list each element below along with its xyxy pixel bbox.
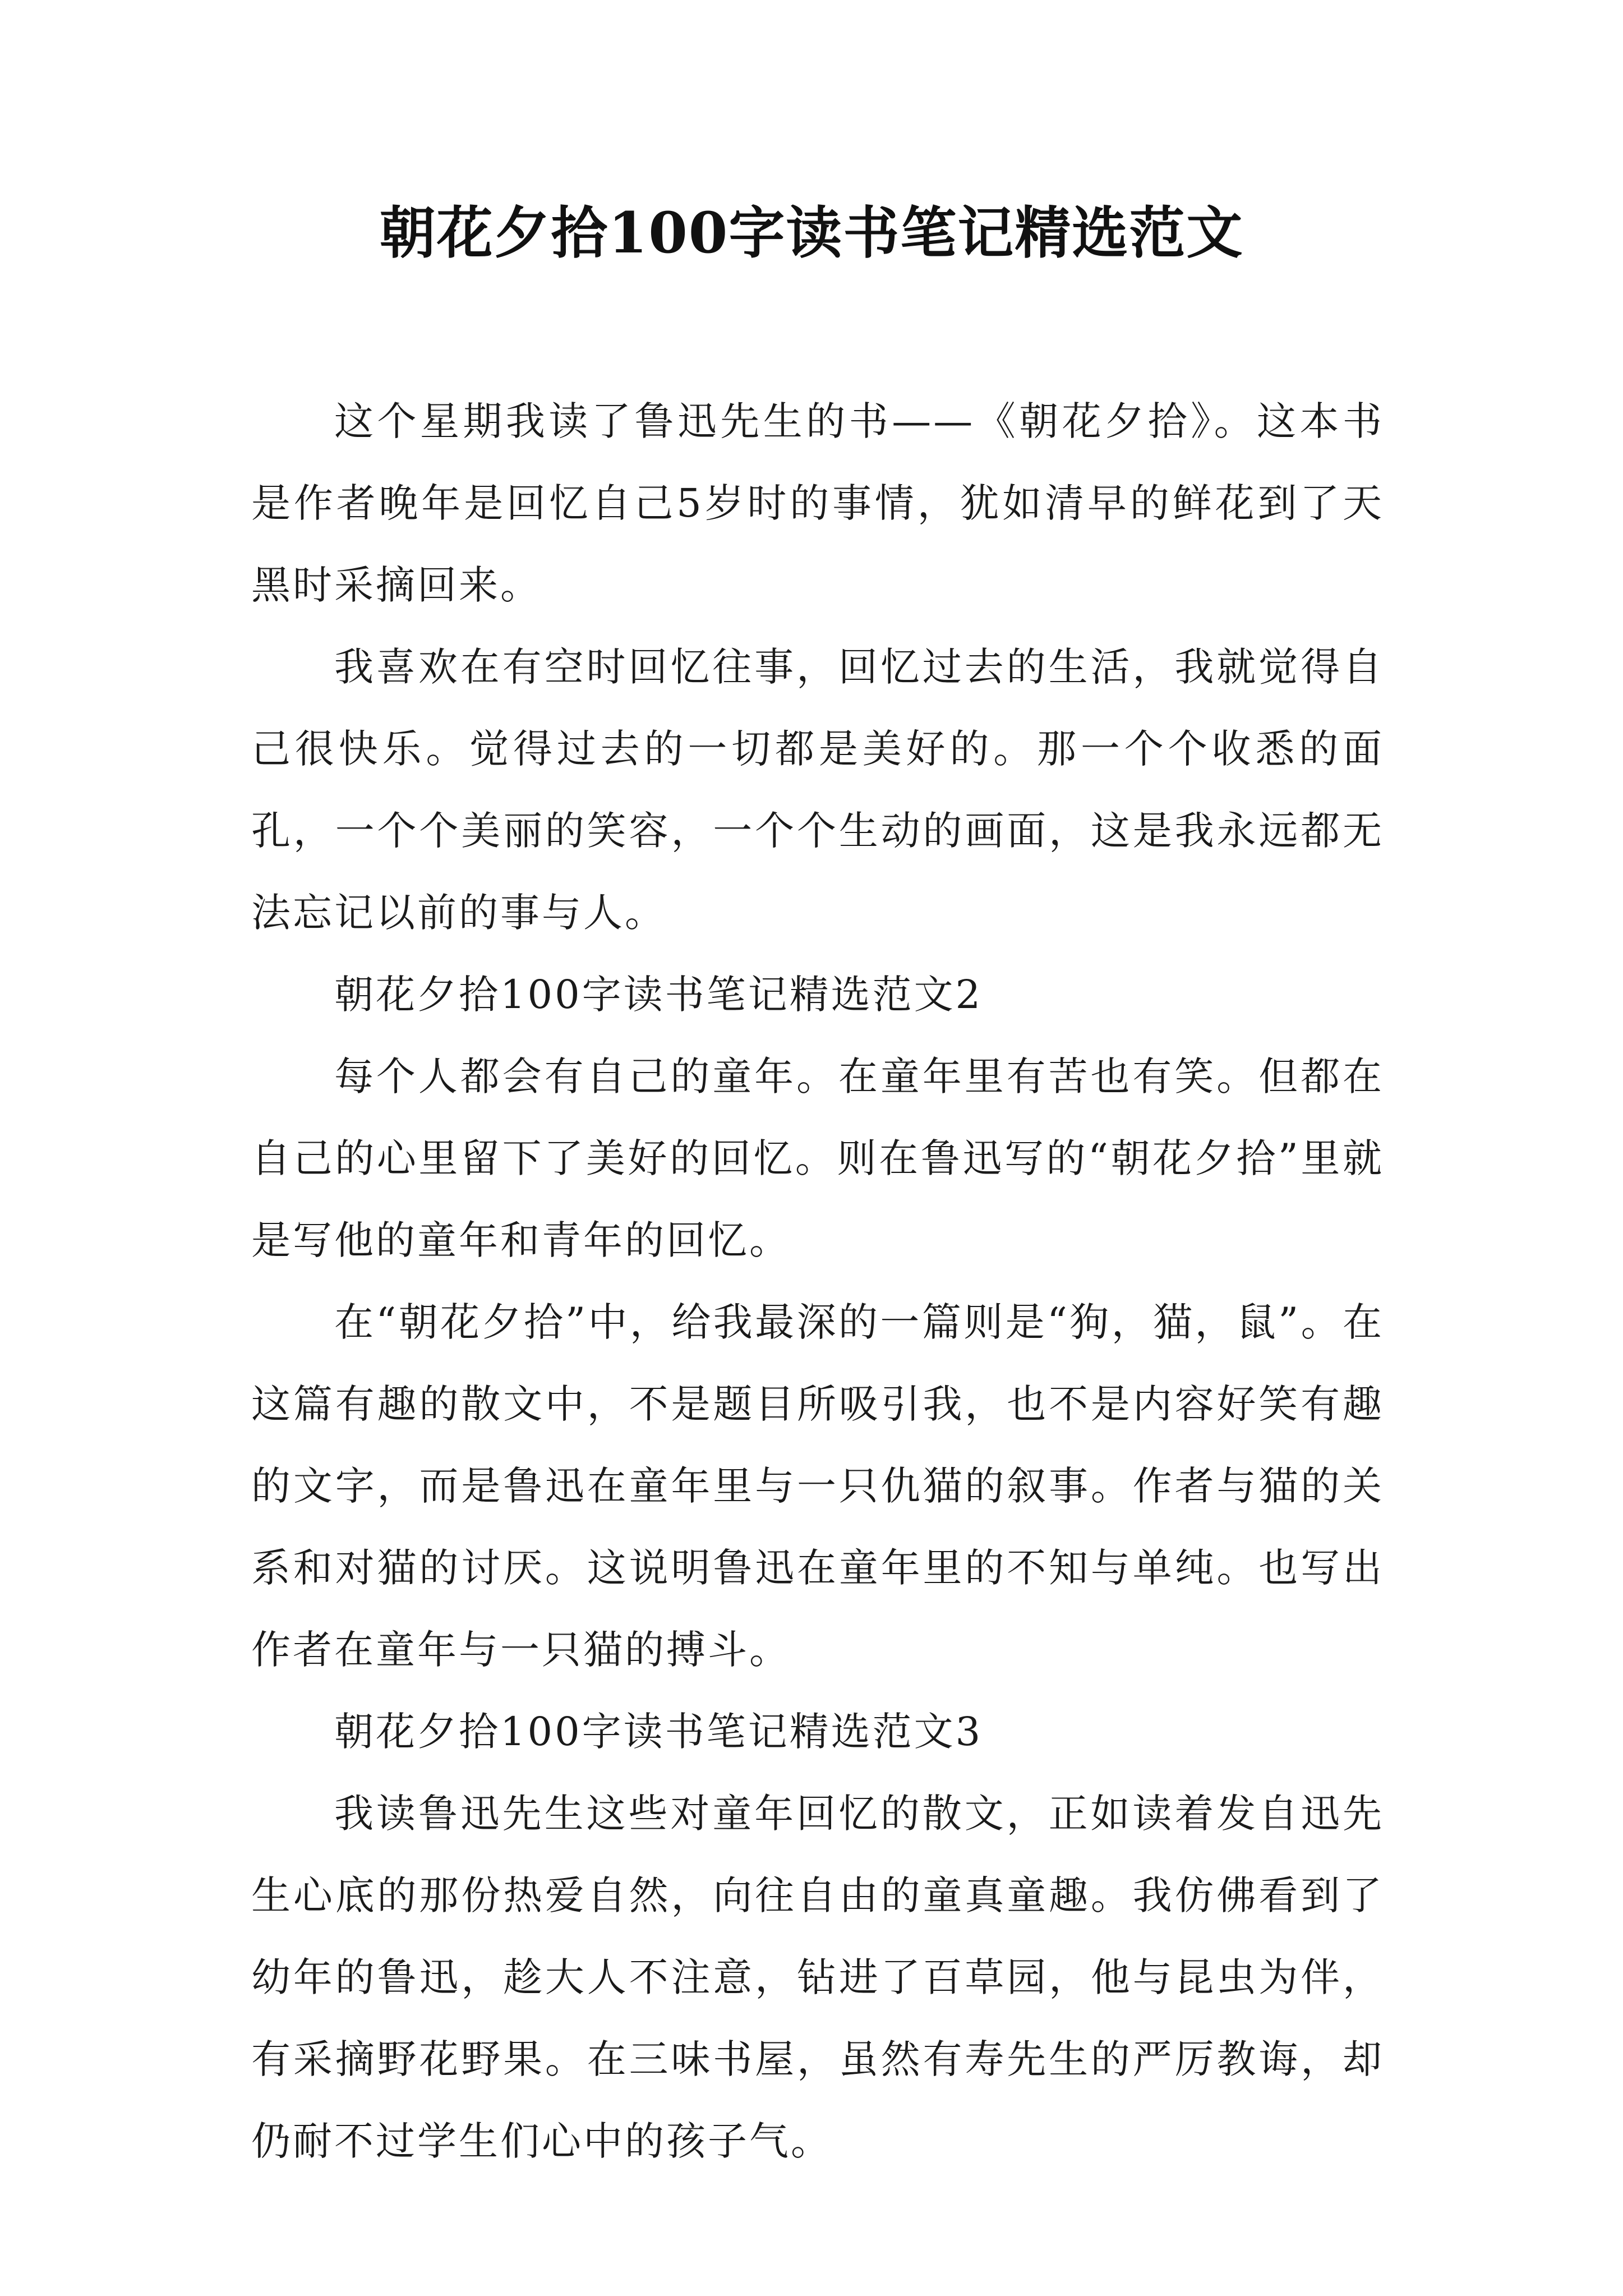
section-heading-3: 朝花夕拾100字读书笔记精选范文3 xyxy=(334,1709,983,1755)
document-title: 朝花夕拾100字读书笔记精选范文 xyxy=(379,200,1244,266)
section-heading-2: 朝花夕拾100字读书笔记精选范文2 xyxy=(334,972,983,1018)
paragraph-4: 在“朝花夕拾”中，给我最深的一篇则是“狗，猫，鼠”。在这篇有趣的散文中，不是题目所吸引我，也不是内容好笑有趣的文字，而是鲁迅在童年里与一只仇猫的叙事。作者与猫的关系和对猫的讨厌。这说明鲁迅在童年里的不知与单纯。也写出作者在童年与一只猫的搏斗。 xyxy=(251,1299,1384,1673)
paragraph-5: 我读鲁迅先生这些对童年回忆的散文，正如读着发自迅先生心底的那份热爱自然，向往自由的童真童趣。我仿佛看到了幼年的鲁迅，趁大人不注意，钻进了百草园，他与昆虫为伴，有采摘野花野果。在三味书屋，虽然有寿先生的严厉教诲，却仍耐不过学生们心中的孩子气。 xyxy=(251,1791,1384,2164)
document-body xyxy=(251,380,1384,2182)
paragraph-3: 每个人都会有自己的童年。在童年里有苦也有笑。但都在自己的心里留下了美好的回忆。则在鲁迅写的“朝花夕拾”里就是写他的童年和青年的回忆。 xyxy=(251,1053,1384,1263)
paragraph-1: 这个星期我读了鲁迅先生的书——《朝花夕拾》。这本书是作者晚年是回忆自己5岁时的事情，犹如清早的鲜花到了天黑时采摘回来。 xyxy=(251,398,1384,608)
paragraph-2: 我喜欢在有空时回忆往事，回忆过去的生活，我就觉得自己很快乐。觉得过去的一切都是美好的。那一个个收悉的面孔，一个个美丽的笑容，一个个生动的画面，这是我永远都无法忘记以前的事与人。 xyxy=(251,644,1384,936)
